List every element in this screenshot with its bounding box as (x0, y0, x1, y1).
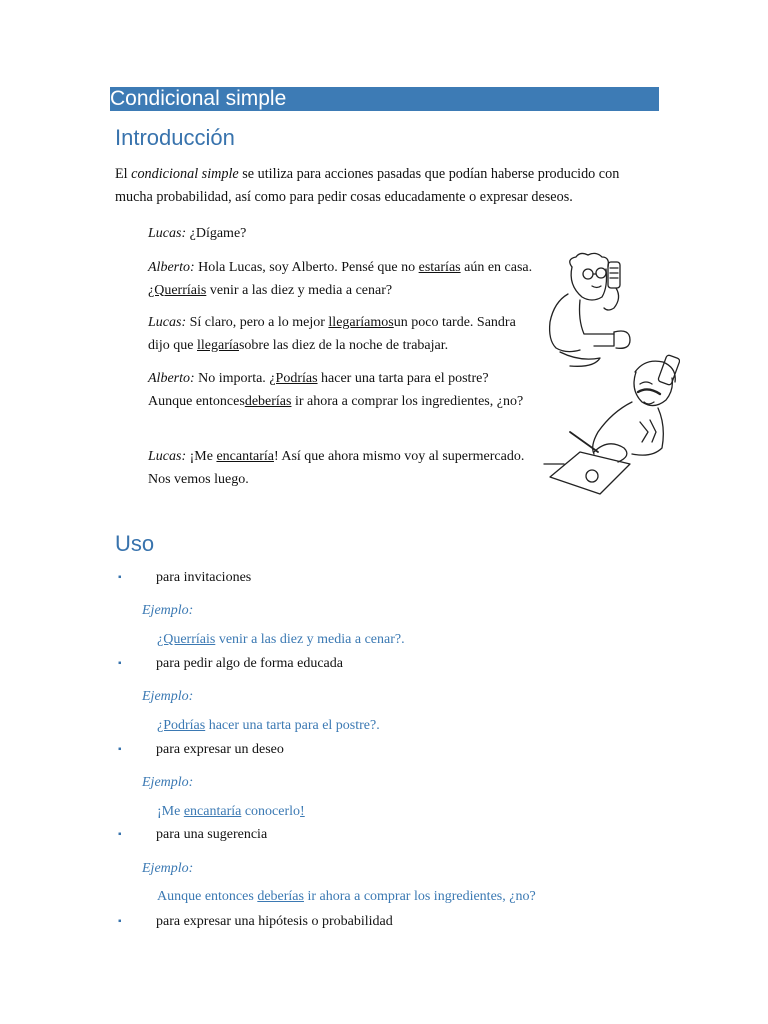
uso-heading: Uso (115, 531, 155, 556)
dialog-text: ¿Dígame? (186, 226, 247, 241)
phone-call-illustration (540, 252, 680, 497)
intro-text-em: condicional simple (131, 166, 239, 182)
intro-heading: Introducción (115, 125, 235, 150)
uso-item-5: para expresar una hipótesis o probabilidad (156, 914, 393, 929)
speaker: Alberto: (148, 371, 195, 386)
dialog-text: ir ahora a comprar los ingredientes, ¿no? (291, 393, 524, 409)
example-text-2 (157, 718, 380, 734)
example-pre: Aunque entonces (157, 889, 258, 904)
dialog-text: Sí claro, pero a lo mejor (186, 315, 329, 330)
intro-paragraph (115, 163, 655, 209)
bullet-icon: ▪ (118, 658, 122, 669)
example-label: Ejemplo: (142, 861, 194, 876)
uso-item-4: para una sugerencia (156, 827, 268, 842)
intro-text-post: se utiliza para acciones pasadas que podían haberse producido con mucha probabilidad, así como para pedir cosas educadamente o expresar deseos. (115, 166, 620, 205)
dialog-line-1 (148, 223, 533, 246)
dialog-text: aún en casa. (460, 260, 533, 275)
dialog-text: sobre las diez de la noche de trabajar. (238, 337, 449, 353)
bullet-icon: ▪ (118, 916, 122, 927)
dialog-line-2 (148, 257, 533, 302)
example-underlined: deberías (257, 889, 304, 904)
example-rest: hacer una tarta para el postre?. (205, 718, 380, 733)
example-underlined: ¿Querríais (157, 632, 216, 647)
example-text-4 (157, 889, 536, 905)
example-text-3 (157, 804, 305, 820)
dialog-underlined: llegaría (197, 337, 239, 353)
dialog-line-4 (148, 368, 533, 413)
dialog-text: Hola Lucas, soy Alberto. Pensé que no (194, 260, 419, 275)
example-underlined: ! (300, 804, 305, 819)
example-text-1 (157, 632, 405, 648)
bullet-icon: ▪ (118, 829, 122, 840)
dialog-text: venir a las diez y media a cenar? (206, 282, 393, 298)
example-rest: conocerlo (241, 804, 301, 819)
bullet-icon: ▪ (118, 744, 122, 755)
dialog-underlined: ¿Podrías (269, 371, 318, 386)
dialog-text: ! Así que ahora mismo voy al supermercado. Nos vemos luego. (148, 449, 525, 487)
page-title: Condicional simple (110, 87, 287, 110)
example-label: Ejemplo: (142, 603, 194, 618)
dialog-underlined: estarías (418, 260, 461, 275)
title-bar (110, 87, 659, 111)
intro-text-pre: El (115, 166, 132, 182)
speaker: Lucas: (148, 315, 187, 330)
dialog-text: hacer una tarta para el postre? Aunque entonces (148, 371, 489, 409)
example-pre: ¡Me (157, 804, 184, 819)
example-underlined: ¿Podrías (157, 718, 206, 733)
bullet-icon: ▪ (118, 572, 122, 583)
dialog-line-5 (148, 446, 533, 491)
example-label: Ejemplo: (142, 775, 194, 790)
example-rest: ir ahora a comprar los ingredientes, ¿no? (303, 889, 536, 904)
uso-item-1: para invitaciones (156, 570, 252, 585)
dialog-underlined: ¿Querríais (148, 282, 207, 298)
dialog-text: No importa. (194, 371, 270, 386)
speaker: Lucas: (148, 449, 187, 464)
uso-item-3: para expresar un deseo (156, 742, 284, 757)
speaker: Alberto: (148, 260, 195, 275)
dialog-text: ¡Me (186, 449, 217, 464)
dialog-underlined: llegaríamos (328, 315, 394, 330)
dialog-underlined: deberías (244, 393, 292, 409)
speaker: Lucas: (148, 226, 187, 241)
uso-item-2: para pedir algo de forma educada (156, 656, 343, 671)
dialog-text: un poco tarde. Sandra dijo que (148, 315, 516, 353)
example-underlined: encantaría (183, 804, 242, 819)
dialog-underlined: encantaría (216, 449, 274, 464)
dialog-line-3 (148, 312, 533, 357)
example-label: Ejemplo: (142, 689, 194, 704)
example-rest: venir a las diez y media a cenar?. (215, 632, 405, 647)
